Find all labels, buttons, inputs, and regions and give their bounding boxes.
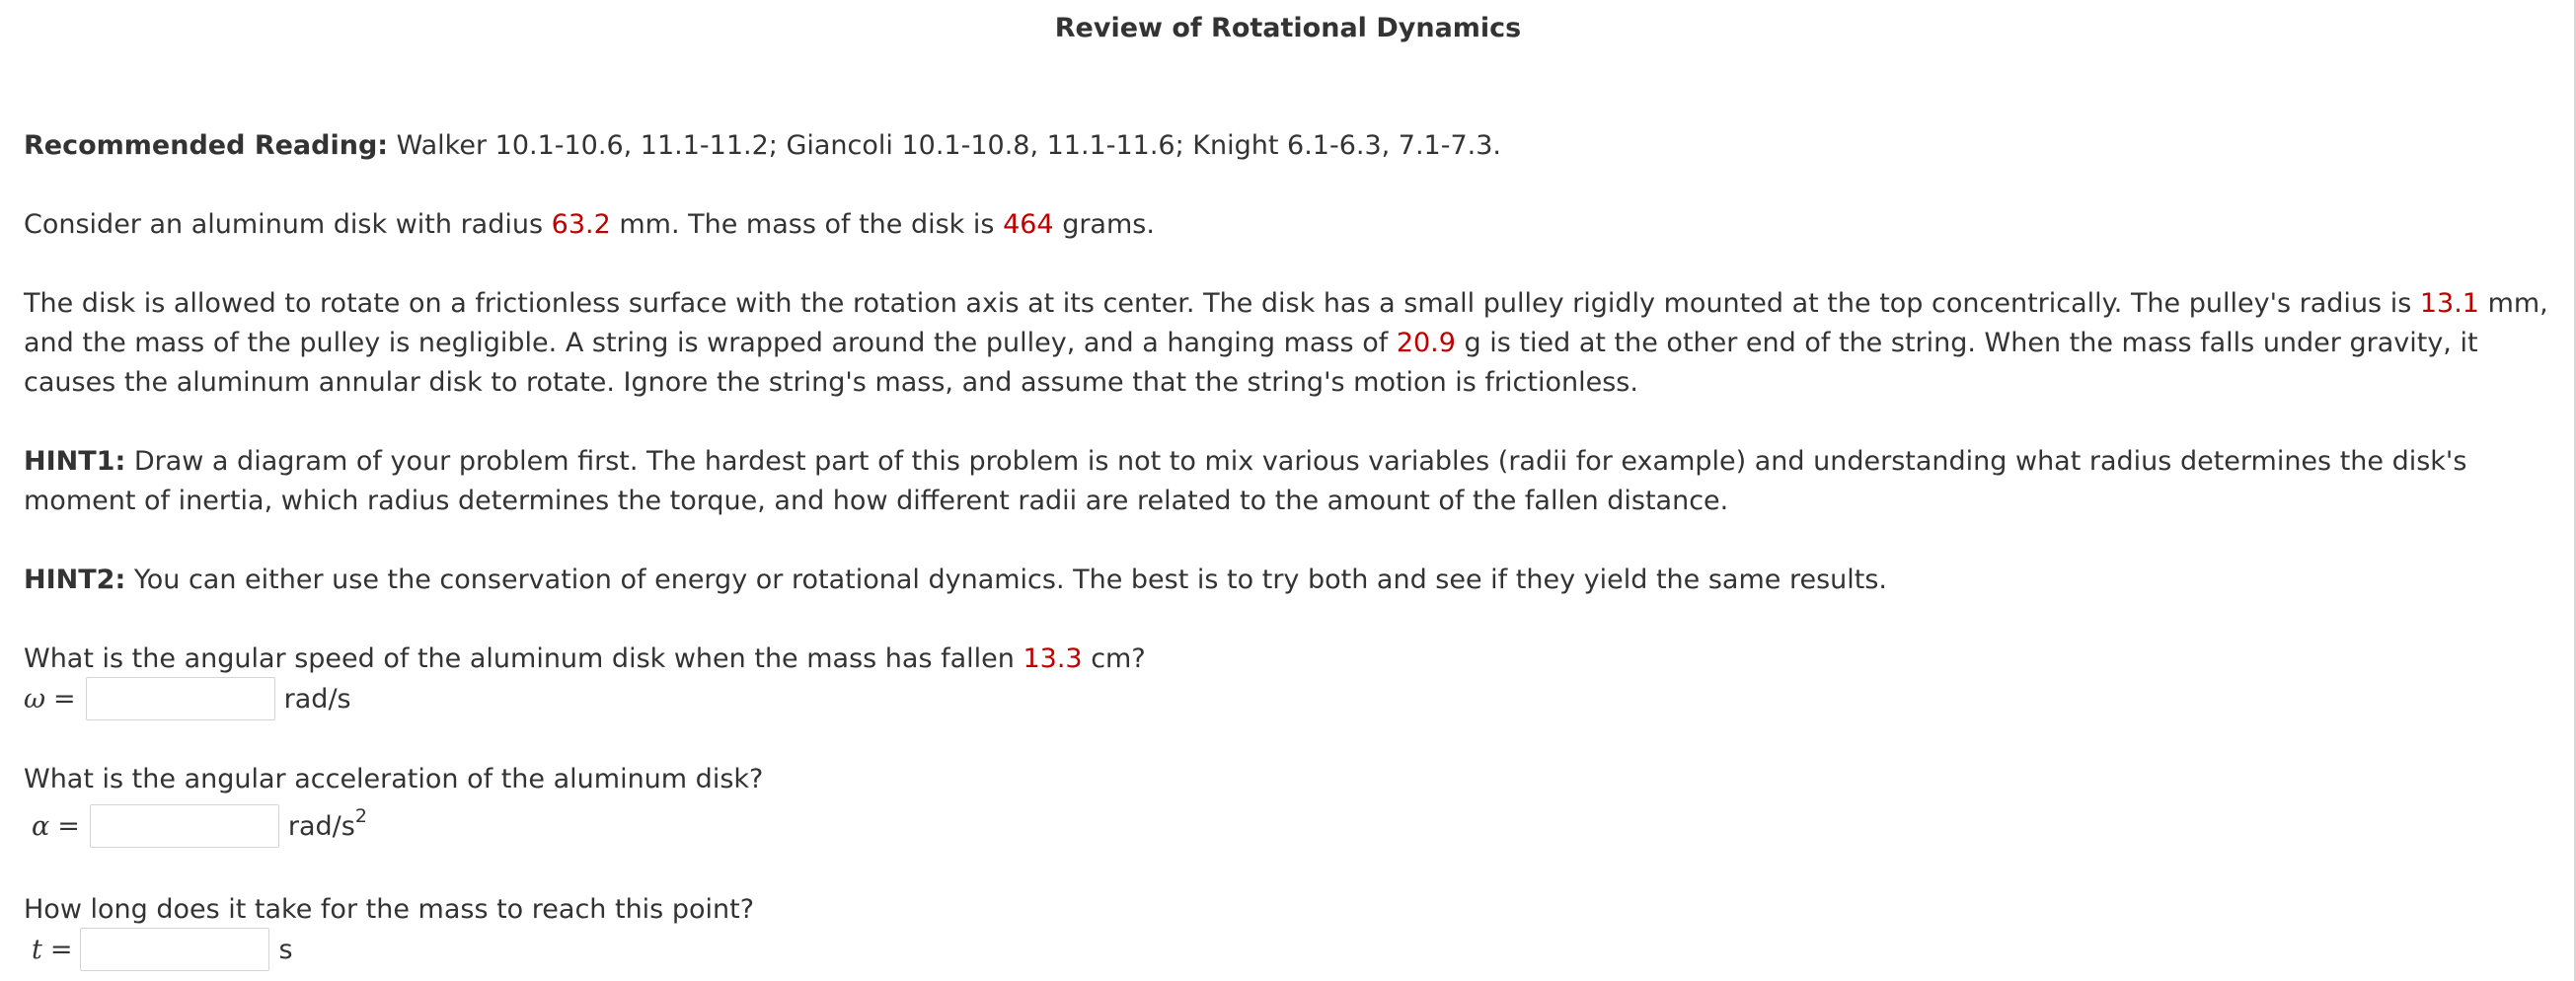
question-2 xyxy=(24,760,2555,799)
intro-text-3: grams. xyxy=(1053,209,1155,240)
equals-sign: = xyxy=(57,810,80,842)
unit-exponent: 2 xyxy=(354,804,367,827)
pulley-radius-value: 13.1 xyxy=(2419,288,2479,319)
q1-text-2: cm? xyxy=(1082,643,1146,674)
disk-radius-value: 63.2 xyxy=(551,209,611,240)
recommended-reading xyxy=(24,126,2555,166)
angular-acceleration-unit xyxy=(287,804,367,842)
hint1-text: Draw a diagram of your problem first. The hardest part of this problem is not to mix various variables (radii for example) and understanding what radius determines the disk's moment of inertia, which radius determines the torque, and how different radii are related to the amount of the fallen distance. xyxy=(24,446,2467,516)
fall-distance-value: 13.3 xyxy=(1023,643,1083,674)
hint1-paragraph xyxy=(24,442,2555,521)
omega-symbol: ω xyxy=(24,683,46,715)
hanging-mass-value: 20.9 xyxy=(1396,328,1456,358)
equals-sign: = xyxy=(49,934,73,965)
unit-base: rad/s xyxy=(287,810,355,842)
setup-paragraph xyxy=(24,284,2555,403)
time-symbol: t xyxy=(32,934,42,965)
intro-paragraph xyxy=(24,205,2555,245)
q1-text-1: What is the angular speed of the aluminum disk when the mass has fallen xyxy=(24,643,1023,674)
hint2-text: You can either use the conservation of energy or rotational dynamics. The best is to try both and see if they yield the same results. xyxy=(125,565,1887,595)
q3-text: How long does it take for the mass to reach this point? xyxy=(24,894,755,925)
angular-speed-unit: rad/s xyxy=(283,683,351,715)
q1-answer-row xyxy=(24,678,351,719)
disk-mass-value: 464 xyxy=(1003,209,1054,240)
setup-text-1: The disk is allowed to rotate on a frictionless surface with the rotation axis at its center. The disk has a small pulley rigidly mounted at the top concentrically. The pulley's radius is xyxy=(24,288,2420,319)
hint1-label: HINT1: xyxy=(24,446,126,477)
angular-acceleration-input[interactable] xyxy=(90,804,279,848)
angular-speed-input[interactable] xyxy=(86,677,275,720)
reading-text: Walker 10.1-10.6, 11.1-11.2; Giancoli 10.1-10.8, 11.1-11.6; Knight 6.1-6.3, 7.1-7.3. xyxy=(388,130,1502,161)
page-title: Review of Rotational Dynamics xyxy=(1054,13,1522,43)
time-input[interactable] xyxy=(80,928,269,971)
reading-label: Recommended Reading: xyxy=(24,130,389,161)
q2-answer-row xyxy=(24,805,367,847)
hint2-label: HINT2: xyxy=(24,565,126,595)
q2-text: What is the angular acceleration of the aluminum disk? xyxy=(24,764,764,794)
q3-answer-row xyxy=(24,929,293,970)
question-3 xyxy=(24,890,2555,930)
intro-text-1: Consider an aluminum disk with radius xyxy=(24,209,552,240)
hint2-paragraph xyxy=(24,561,2555,600)
question-1 xyxy=(24,640,2555,679)
alpha-symbol: α xyxy=(32,810,50,842)
equals-sign: = xyxy=(53,683,76,715)
intro-text-2: mm. The mass of the disk is xyxy=(610,209,1004,240)
time-unit: s xyxy=(278,934,293,965)
setup-text-3: g is tied at the other end of the string. When the mass falls under gravity, it causes the aluminum annular disk to rotate. Ignore the string's mass, and assume that the string's motion is frictionless. xyxy=(24,328,2478,398)
setup-text-2: mm, and the mass of the pulley is negligible. A string is wrapped around the pulley, and a hanging mass of xyxy=(24,288,2548,358)
